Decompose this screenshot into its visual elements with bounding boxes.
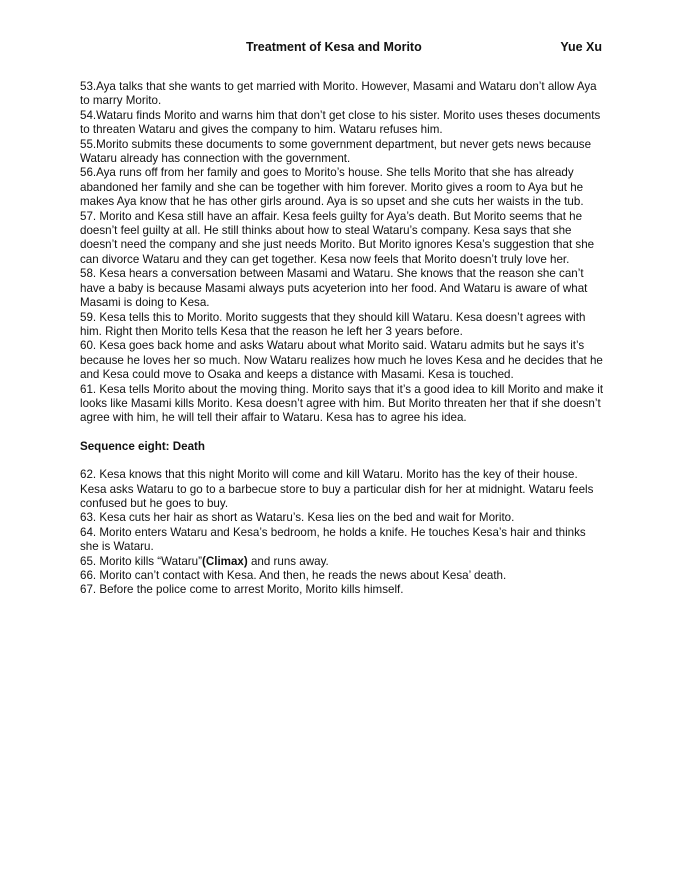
- paragraph-65-end: and runs away.: [247, 554, 329, 568]
- paragraph-61: 61. Kesa tells Morito about the moving thing. Morito says that it’s a good idea to kill Morito and make it looks like Masami kills Morito. Kesa doesn’t agree with him. But Morito threaten her that if she doesn’t agree with him, he will tell their affair to Wataru. Kesa has to agree his idea.: [80, 382, 604, 425]
- paragraph-62: 62. Kesa knows that this night Morito will come and kill Wataru. Morito has the key of their house. Kesa asks Wataru to go to a barbecue store to buy a particular dish for her at midnight. Wataru feels confused but he goes to buy.: [80, 468, 594, 510]
- paragraph-59: 59. Kesa tells this to Morito. Morito suggests that they should kill Wataru. Kesa doesn’t agrees with him. Right then Morito tells Kesa that the reason he left her 3 years before.: [80, 310, 586, 338]
- paragraph-66: 66. Morito can’t contact with Kesa. And then, he reads the news about Kesa’ death.: [80, 569, 507, 582]
- paragraph-65-text: 65. Morito kills “Wataru”: [80, 554, 202, 568]
- section-heading: Sequence eight: Death: [80, 439, 205, 453]
- paragraph-56: 56.Aya runs off from her family and goes to Morito’s house. She tells Morito that she has already abandoned her family and she can be together with him forever. Morito gives a room to Aya but he makes Aya know that he has other girls around. Aya is so upset and she cuts her waists in the tub.: [80, 166, 584, 209]
- page-header: [0, 40, 680, 56]
- paragraph-53: 53.Aya talks that she wants to get married with Morito. However, Masami and Wataru don’t allow Aya to marry Morito.: [80, 80, 597, 108]
- paragraph-65: [80, 555, 605, 569]
- paragraph-54: 54.Wataru finds Morito and warns him that don’t get close to his sister. Morito uses theses documents to threaten Wataru and gives the company to him. Wataru refuses him.: [80, 108, 601, 137]
- author-name: Yue Xu: [560, 40, 602, 54]
- document-title: Treatment of Kesa and Morito: [246, 40, 422, 54]
- paragraph-55: 55.Morito submits these documents to some government department, but never gets news because Wataru already has connection with the government.: [80, 137, 592, 166]
- document-body: [80, 80, 605, 598]
- paragraph-64: 64. Morito enters Wataru and Kesa’s bedroom, he holds a knife. He touches Kesa’s hair and thinks she is Wataru.: [80, 525, 586, 554]
- paragraph-60: 60. Kesa goes back home and asks Wataru about what Morito said. Wataru admits but he says it’s because he loves her so much. Now Wataru realizes how much he loves Kesa and he decides that he and Kesa could move to Osaka and keeps a distance with Masami. Kesa is touched.: [80, 339, 603, 382]
- paragraph-67: 67. Before the police come to arrest Morito, Morito kills himself.: [80, 583, 404, 597]
- climax-label: (Climax): [201, 554, 248, 568]
- paragraph-58: 58. Kesa hears a conversation between Masami and Wataru. She knows that the reason she can’t have a baby is because Masami always puts acyeterion into her food. And Wataru is aware of what Masami is doing to Kesa.: [80, 267, 588, 310]
- paragraph-57: 57. Morito and Kesa still have an affair. Kesa feels guilty for Aya’s death. But Morito seems that he doesn’t feel guilty at all. He still thinks about how to steal Wataru’s company. Kesa says that she doesn’t need the company and she just needs Morito. But Morito ignores Kesa’s suggestion that she can divorce Wataru and they can get together. Kesa now feels that Morito doesn’t truly love her.: [80, 209, 595, 266]
- paragraph-63: 63. Kesa cuts her hair as short as Wataru’s. Kesa lies on the bed and wait for Morito.: [80, 511, 515, 525]
